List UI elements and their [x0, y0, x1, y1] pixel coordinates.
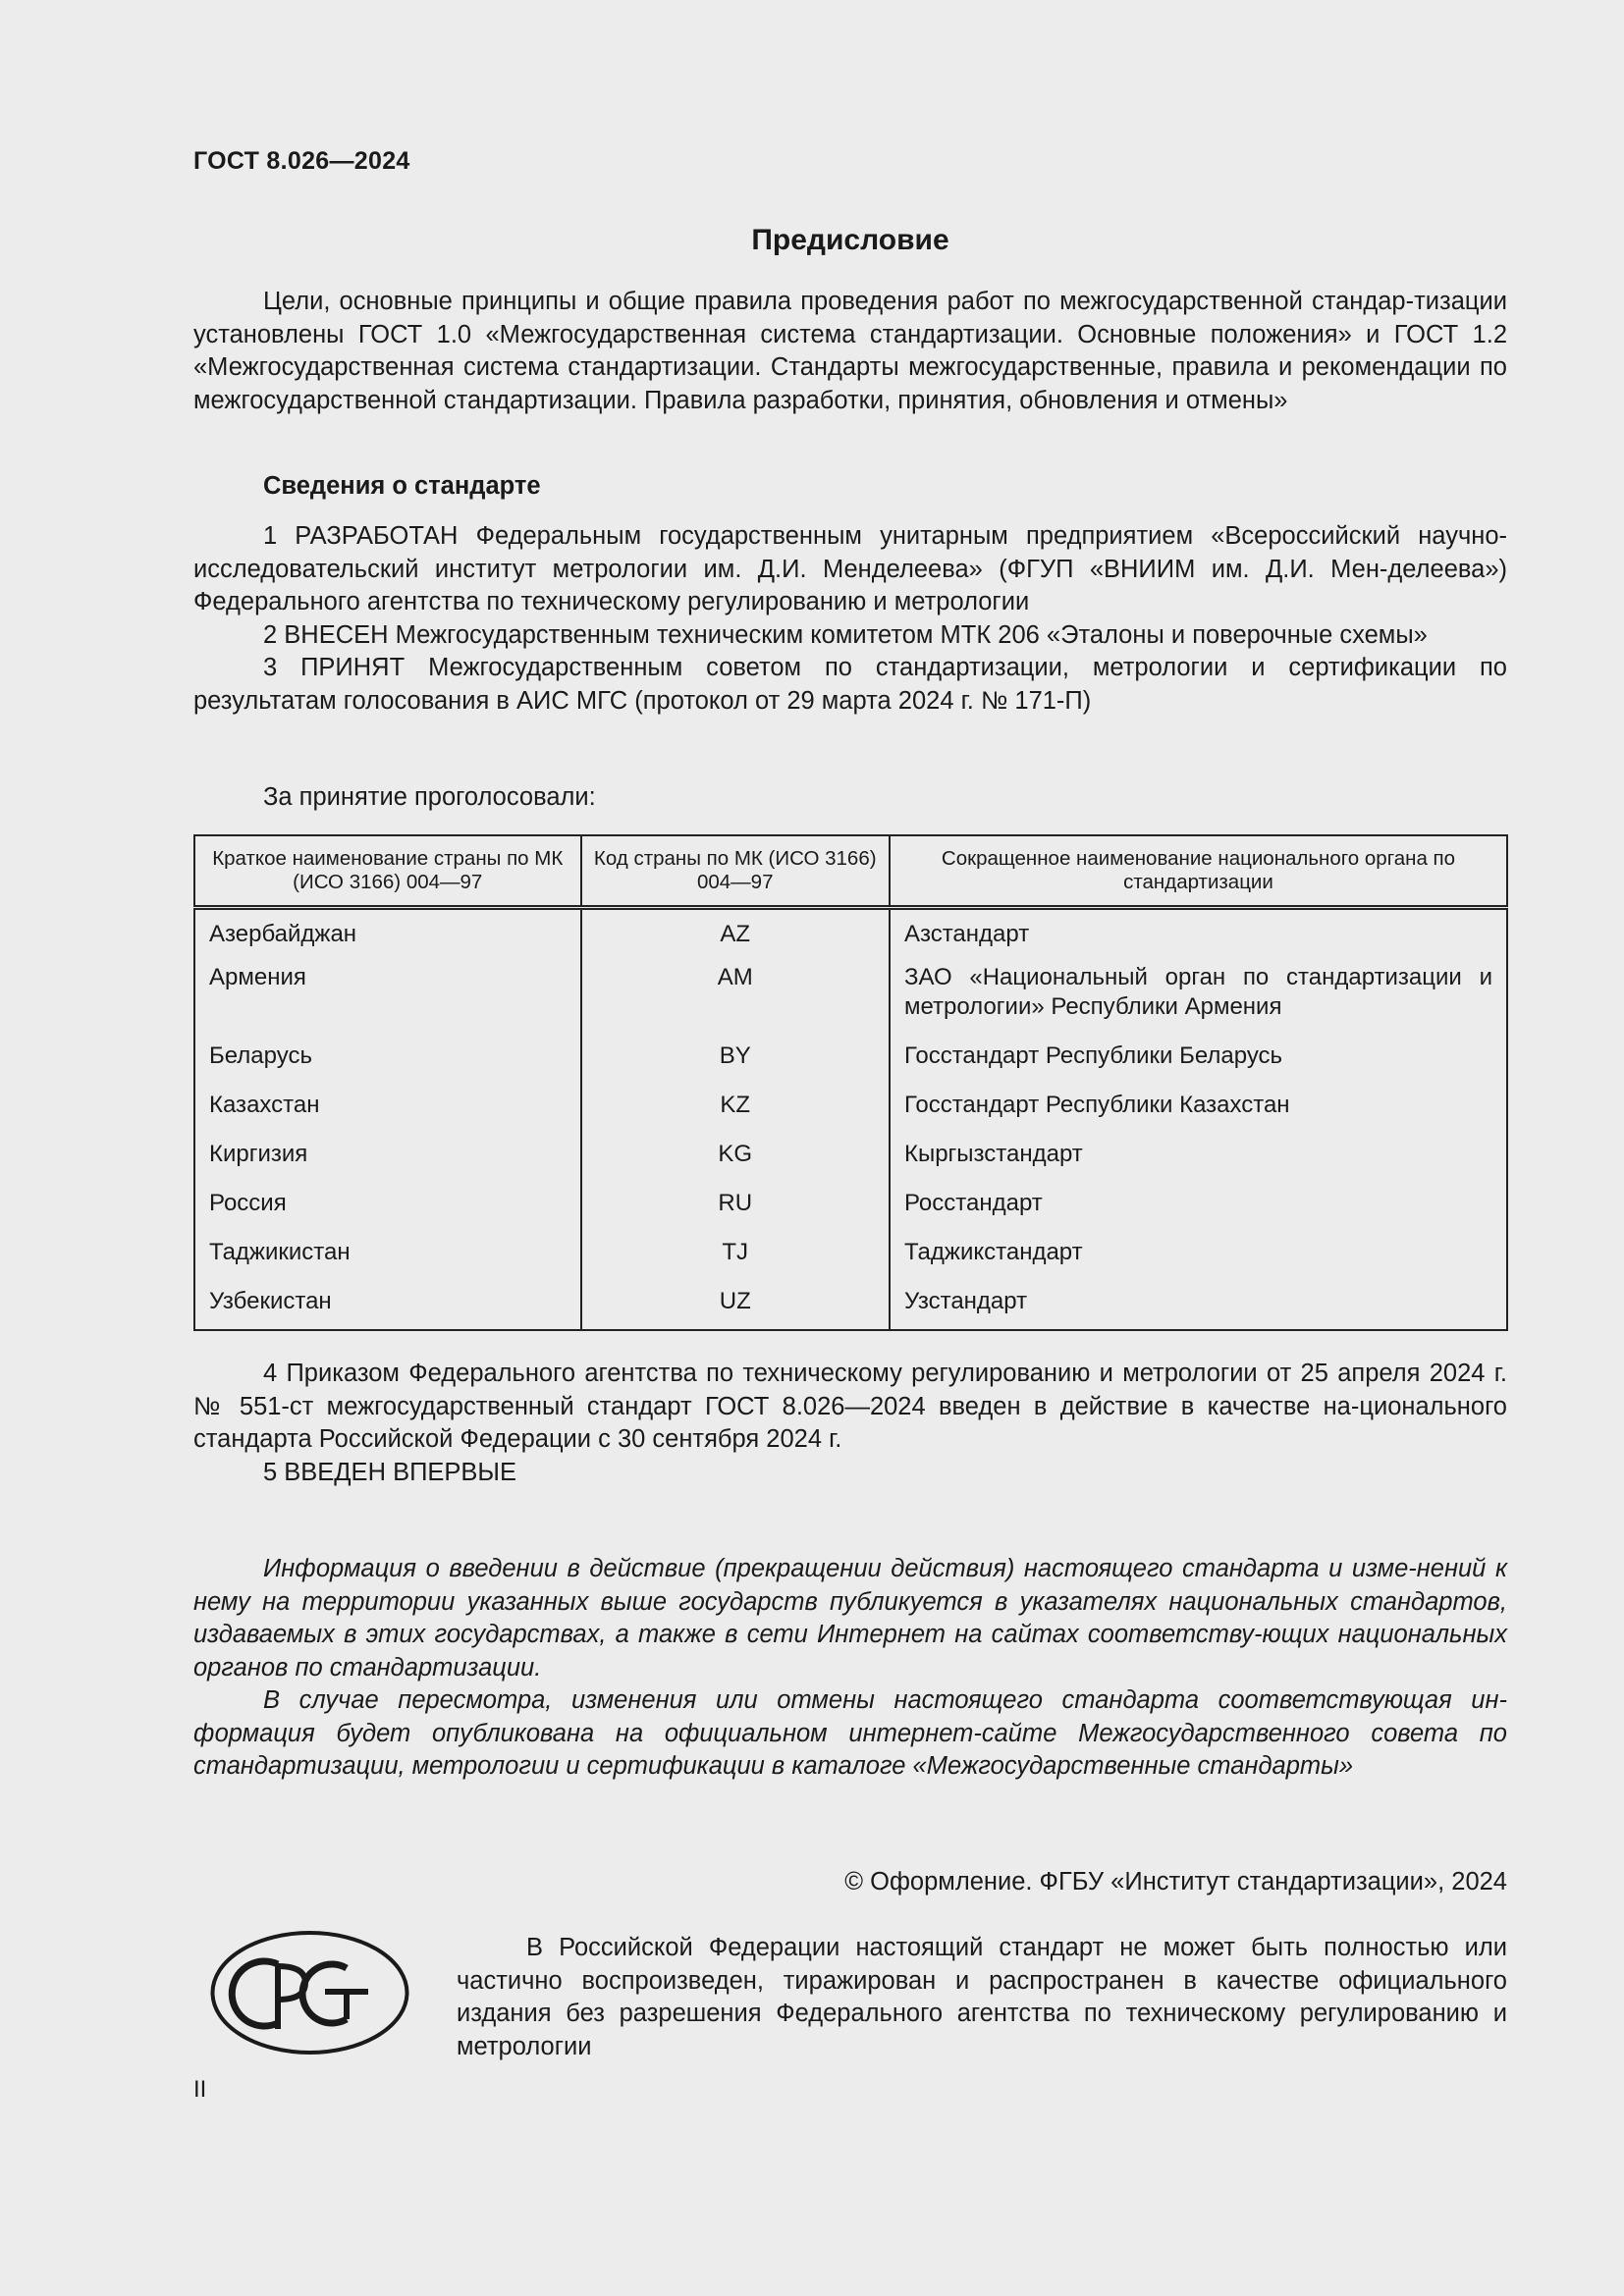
info-item-5: 5 ВВЕДЕН ВПЕРВЫЕ — [263, 1458, 517, 1486]
info-item-2: 2 ВНЕСЕН Межгосударственным техническим комитетом МТК 206 «Эталоны и поверочные схемы» — [263, 620, 1428, 649]
code-cell: KZ — [581, 1085, 890, 1134]
table-row — [194, 1085, 1507, 1134]
body-cell: ЗАО «Национальный орган по стандартизации и метрологии» Республики Армения — [890, 957, 1507, 1036]
page-title: Предисловие — [751, 224, 949, 256]
body-cell: Кыргызстандарт — [890, 1134, 1507, 1183]
code-cell: KG — [581, 1134, 890, 1183]
code-cell: UZ — [581, 1281, 890, 1330]
implementation-items — [193, 1358, 1507, 1489]
notice-paragraph-1: Информация о введении в действие (прекращении действия) настоящего стандарта и изме-нений к нему на территории указанных выше государств публикуется в указателях национальных стандартов, издаваемых в этих государствах, а также в сети Интернет на сайтах соответству-ющих национальных органов по стандартизации. — [193, 1555, 1507, 1682]
body-cell: Узстандарт — [890, 1281, 1507, 1330]
intro-paragraph: Цели, основные принципы и общие правила проведения работ по межгосударственной стандар-тизации установлены ГОСТ 1.0 «Межгосударственная система стандартизации. Основные положения» и ГОСТ 1.2 «Межгосударственная система стандартизации. Стандарты межгосударственные, правила и рекомендации по межгосударственной стандартизации. Правила разработки, принятия, обновления и отмены» — [193, 288, 1507, 414]
table-row — [194, 908, 1507, 958]
country-cell: Армения — [194, 957, 581, 1036]
standard-code: ГОСТ 8.026—2024 — [193, 147, 410, 175]
country-cell: Киргизия — [194, 1134, 581, 1183]
info-item-1: 1 РАЗРАБОТАН Федеральным государственным унитарным предприятием «Всероссийский научно-исследовательский институт метрологии им. Д.И. Менделеева» (ФГУП «ВНИИМ им. Д.И. Мен-делеева») Федерального агентства по техническому регулированию и метрологии — [193, 522, 1507, 615]
table-row — [194, 957, 1507, 1036]
body-cell: Азстандарт — [890, 908, 1507, 958]
country-cell: Таджикистан — [194, 1232, 581, 1281]
notice-paragraph-2: В случае пересмотра, изменения или отмены настоящего стандарта соответствующая ин-формация будет опубликована на официальном интернет-сайте Межгосударственного совета по стандартизации, метрологии и сертификации в каталоге «Межгосударственные стандарты» — [193, 1686, 1507, 1780]
voted-label: За принятие проголосовали: — [263, 783, 596, 811]
country-cell: Казахстан — [194, 1085, 581, 1134]
page-number: II — [193, 2076, 207, 2103]
legal-notice: В Российской Федерации настоящий стандарт не может быть полностью или частично воспроизведен, тиражирован и распространен в качестве официального издания без разрешения Федерального агентства по техническому регулированию и метрологии — [457, 1934, 1507, 2060]
body-cell: Таджикстандарт — [890, 1232, 1507, 1281]
gost-r-certification-mark-icon — [209, 1929, 410, 2056]
copyright-line: © Оформление. ФГБУ «Институт стандартизации», 2024 — [844, 1868, 1507, 1896]
country-cell: Азербайджан — [194, 908, 581, 958]
code-cell: TJ — [581, 1232, 890, 1281]
code-cell: AZ — [581, 908, 890, 958]
publication-notice — [193, 1553, 1507, 1784]
countries-table — [193, 834, 1508, 1331]
code-cell: BY — [581, 1036, 890, 1085]
info-heading: Сведения о стандарте — [263, 472, 541, 500]
table-row — [194, 1281, 1507, 1330]
table-row — [194, 1134, 1507, 1183]
code-cell: RU — [581, 1183, 890, 1232]
country-cell: Россия — [194, 1183, 581, 1232]
table-row — [194, 1036, 1507, 1085]
table-header-row — [194, 835, 1507, 908]
info-item-3: 3 ПРИНЯТ Межгосударственным советом по стандартизации, метрологии и сертификации по результатам голосования в АИС МГС (протокол от 29 марта 2024 г. № 171-П) — [193, 654, 1507, 715]
body-cell: Госстандарт Республики Казахстан — [890, 1085, 1507, 1134]
country-cell: Беларусь — [194, 1036, 581, 1085]
body-cell: Росстандарт — [890, 1183, 1507, 1232]
column-header-body: Сокращенное наименование национального органа по стандартизации — [890, 835, 1507, 908]
info-items — [193, 520, 1507, 718]
body-cell: Госстандарт Республики Беларусь — [890, 1036, 1507, 1085]
info-item-4: 4 Приказом Федерального агентства по техническому регулированию и метрологии от 25 апреля 2024 г. № 551-ст межгосударственный стандарт ГОСТ 8.026—2024 введен в действие в качестве на-ционального стандарта Российской Федерации с 30 сентября 2024 г. — [193, 1360, 1507, 1453]
code-cell: AM — [581, 957, 890, 1036]
column-header-country: Краткое наименование страны по МК (ИСО 3166) 004—97 — [194, 835, 581, 908]
country-cell: Узбекистан — [194, 1281, 581, 1330]
table-row — [194, 1183, 1507, 1232]
table-row — [194, 1232, 1507, 1281]
column-header-code: Код страны по МК (ИСО 3166) 004—97 — [581, 835, 890, 908]
